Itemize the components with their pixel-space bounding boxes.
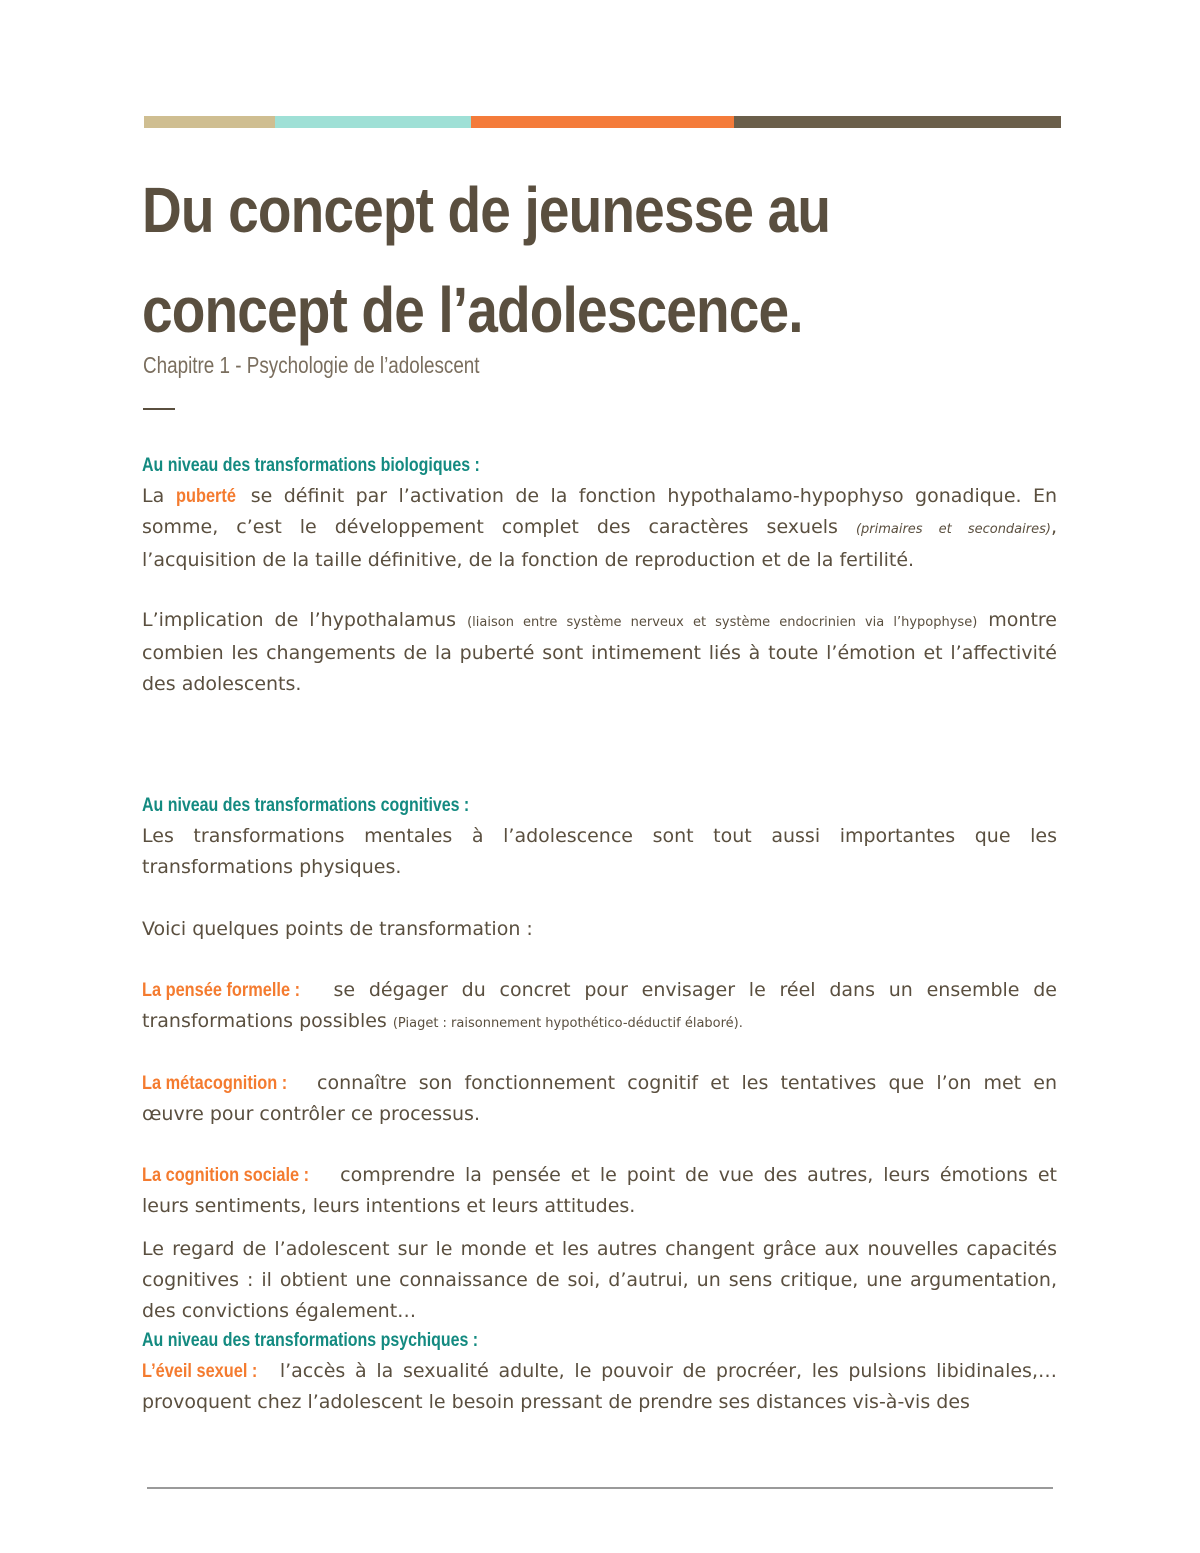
text-fragment: , l’acquisition de la taille définitive, de la fonction de reproduction et de la fertilité. xyxy=(142,516,1057,571)
color-bar-segment-aqua xyxy=(275,116,471,128)
heading-psychic: Au niveau des transformations psychiques : xyxy=(142,1330,479,1351)
keyword-puberty: puberté xyxy=(175,486,236,507)
paragraph-puberty xyxy=(142,481,1057,576)
text-fragment: La xyxy=(142,485,176,507)
subtitle-divider xyxy=(143,408,175,410)
keyword-social-cognition: La cognition sociale : xyxy=(142,1165,310,1186)
section-psychic xyxy=(142,1325,1057,1418)
page-subtitle: Chapitre 1 - Psychologie de l’adolescent xyxy=(143,352,480,378)
note-piaget: (Piaget : raisonnement hypothético-déductif élaboré). xyxy=(392,1016,743,1031)
header-color-bar xyxy=(144,116,1061,128)
color-bar-segment-orange xyxy=(471,116,734,128)
heading-biological: Au niveau des transformations biologiques : xyxy=(142,455,480,476)
title-line-1: Du concept de jeunesse au xyxy=(142,174,831,246)
paragraph-hypothalamus-block xyxy=(142,605,1057,700)
paragraph-hypothalamus xyxy=(142,605,1057,700)
text-fragment: se définit par l’activation de la fonction hypothalamo-hypophyso gonadique. En somme, c’est le développement complet des caractères sexuels xyxy=(142,485,1057,538)
paragraph-regard-block xyxy=(142,1234,1057,1327)
text-fragment: comprendre la pensée et le point de vue des autres, leurs émotions et leurs sentiments, leurs intentions et leurs attitudes. xyxy=(142,1164,1057,1217)
text-fragment: connaître son fonctionnement cognitif et les tentatives que l’on met en œuvre pour contrôler ce processus. xyxy=(142,1072,1057,1125)
keyword-sexual-awakening: L’éveil sexuel : xyxy=(142,1361,258,1382)
keyword-metacognition: La métacognition : xyxy=(142,1073,288,1094)
color-bar-segment-brown xyxy=(734,116,1061,128)
color-bar-segment-beige xyxy=(144,116,275,128)
text-fragment: L’implication de l’hypothalamus xyxy=(142,609,468,631)
section-biological xyxy=(142,450,1057,576)
keyword-formal-thought: La pensée formelle : xyxy=(142,980,301,1001)
note-primary-secondary: (primaires et secondaires) xyxy=(855,522,1051,537)
paragraph-regard: Le regard de l’adolescent sur le monde et les autres changent grâce aux nouvelles capacités cognitives : il obtient une connaissance de soi, d’autrui, un sens critique, une argumentation, des convictions également… xyxy=(142,1238,1057,1322)
paragraph-points-block xyxy=(142,914,1057,945)
paragraph-cognitive-intro: Les transformations mentales à l’adolescence sont tout aussi importantes que les transformations physiques. xyxy=(142,825,1057,878)
text-fragment: se dégager du concret pour envisager le réel dans un ensemble de transformations possibles xyxy=(142,979,1057,1032)
title-line-2: concept de l’adolescence. xyxy=(142,274,803,346)
section-cognitive xyxy=(142,790,1057,883)
page-title xyxy=(142,160,942,360)
item-formal-thought xyxy=(142,975,1057,1039)
text-fragment: l’accès à la sexualité adulte, le pouvoir de procréer, les pulsions libidinales,… provoquent chez l’adolescent le besoin pressant de prendre ses distances vis-à-vis des xyxy=(142,1360,1057,1413)
item-metacognition xyxy=(142,1068,1057,1130)
heading-cognitive: Au niveau des transformations cognitives : xyxy=(142,795,470,816)
item-social-cognition xyxy=(142,1160,1057,1222)
footer-divider xyxy=(147,1487,1053,1489)
note-hypothalamus: (liaison entre système nerveux et système endocrinien via l’hypophyse) xyxy=(467,615,978,630)
paragraph-points: Voici quelques points de transformation : xyxy=(142,918,533,940)
text-fragment: montre combien les changements de la puberté sont intimement liés à toute l’émotion et l’affectivité des adolescents. xyxy=(142,609,1057,695)
